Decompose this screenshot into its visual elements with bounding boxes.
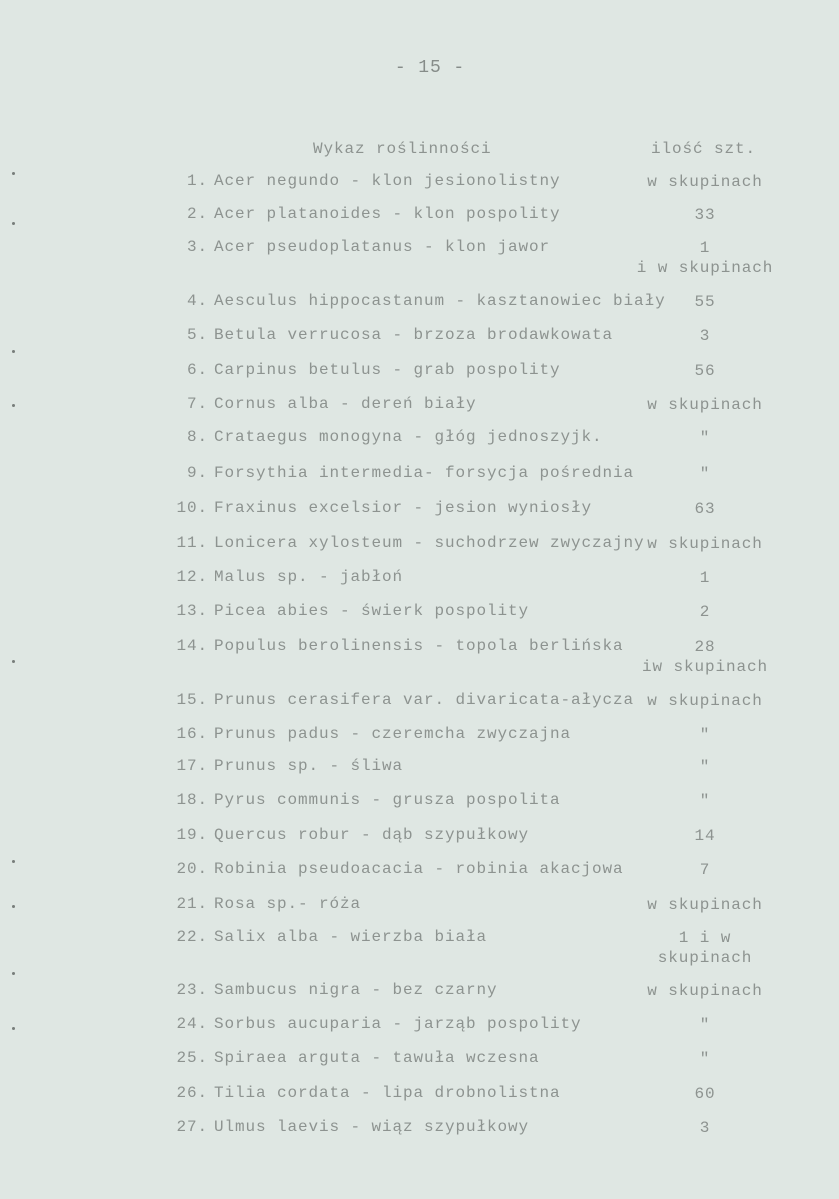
list-item: [0, 691, 839, 711]
quantity-line: 1: [699, 239, 711, 257]
list-item: [0, 326, 839, 346]
quantity-line: iw skupinach: [641, 658, 769, 676]
quantity-line: 1: [699, 569, 711, 587]
quantity: [610, 826, 800, 846]
quantity-line: i w skupinach: [636, 259, 774, 277]
quantity-line: 28: [694, 638, 716, 656]
plant-name: Pyrus communis - grusza pospolita: [214, 791, 561, 809]
item-number: 19.: [176, 826, 208, 844]
quantity: [610, 1049, 800, 1069]
plant-name: Forsythia intermedia- forsycja pośrednia: [214, 464, 635, 482]
plant-name: Prunus sp. - śliwa: [214, 757, 404, 775]
quantity-line: w skupinach: [647, 896, 763, 914]
list-item: [0, 464, 839, 484]
quantity-line: 1 i w: [678, 929, 732, 947]
list-item: [0, 395, 839, 415]
item-number: 2.: [186, 205, 208, 223]
quantity-line: ": [699, 758, 711, 776]
quantity-line: 3: [699, 327, 711, 345]
quantity-line: ": [699, 1016, 711, 1034]
list-item: [0, 238, 839, 277]
quantity-line: w skupinach: [647, 396, 763, 414]
quantity-line: w skupinach: [647, 982, 763, 1000]
plant-name: Acer platanoides - klon pospolity: [214, 205, 561, 223]
margin-mark: [12, 905, 15, 908]
plant-name: Populus berolinensis - topola berlińska: [214, 637, 624, 655]
quantity-line: 60: [694, 1085, 716, 1103]
margin-mark: [12, 860, 15, 863]
quantity-line: ": [699, 429, 711, 447]
quantity: [610, 395, 800, 415]
list-item: [0, 172, 839, 192]
item-number: 1.: [186, 172, 208, 190]
quantity-line: ": [699, 726, 711, 744]
margin-mark: [12, 172, 15, 175]
quantity: [610, 428, 800, 448]
list-item: [0, 499, 839, 519]
list-item: [0, 637, 839, 676]
quantity: [610, 292, 800, 312]
quantity-line: 33: [694, 206, 716, 224]
list-title: Wykaz roślinności: [313, 140, 492, 158]
quantity: [610, 172, 800, 192]
quantity: [610, 205, 800, 225]
item-number: 22.: [176, 928, 208, 946]
item-number: 3.: [186, 238, 208, 256]
quantity-line: ": [699, 1050, 711, 1068]
quantity: [610, 725, 800, 745]
quantity: [610, 757, 800, 777]
quantity-line: 14: [694, 827, 716, 845]
quantity: [610, 895, 800, 915]
list-item: [0, 205, 839, 225]
list-item: [0, 361, 839, 381]
plant-name: Cornus alba - dereń biały: [214, 395, 477, 413]
list-item: [0, 1084, 839, 1104]
plant-name: Tilia cordata - lipa drobnolistna: [214, 1084, 561, 1102]
list-item: [0, 826, 839, 846]
page-number: - 15 -: [394, 58, 466, 78]
quantity: [610, 1015, 800, 1035]
item-number: 16.: [176, 725, 208, 743]
list-item: [0, 895, 839, 915]
item-number: 9.: [186, 464, 208, 482]
item-number: 14.: [176, 637, 208, 655]
list-item: [0, 1049, 839, 1069]
item-number: 5.: [186, 326, 208, 344]
quantity: [610, 1118, 800, 1138]
margin-mark: [12, 972, 15, 975]
quantity: [610, 691, 800, 711]
plant-name: Acer negundo - klon jesionolistny: [214, 172, 561, 190]
margin-mark: [12, 350, 15, 353]
list-item: [0, 568, 839, 588]
list-item: [0, 428, 839, 448]
quantity: [610, 326, 800, 346]
item-number: 13.: [176, 602, 208, 620]
plant-name: Prunus padus - czeremcha zwyczajna: [214, 725, 572, 743]
quantity-line: 3: [699, 1119, 711, 1137]
plant-name: Fraxinus excelsior - jesion wyniosły: [214, 499, 593, 517]
list-item: [0, 725, 839, 745]
quantity: [610, 981, 800, 1001]
plant-name: Sorbus aucuparia - jarząb pospolity: [214, 1015, 582, 1033]
margin-mark: [12, 404, 15, 407]
item-number: 6.: [186, 361, 208, 379]
plant-name: Ulmus laevis - wiąz szypułkowy: [214, 1118, 530, 1136]
item-number: 12.: [176, 568, 208, 586]
quantity-line: skupinach: [657, 949, 753, 967]
item-number: 27.: [176, 1118, 208, 1136]
plant-name: Quercus robur - dąb szypułkowy: [214, 826, 530, 844]
plant-name: Sambucus nigra - bez czarny: [214, 981, 498, 999]
list-item: [0, 1015, 839, 1035]
plant-name: Aesculus hippocastanum - kasztanowiec biały: [214, 292, 666, 310]
item-number: 24.: [176, 1015, 208, 1033]
list-item: [0, 1118, 839, 1138]
item-number: 23.: [176, 981, 208, 999]
item-number: 8.: [186, 428, 208, 446]
list-item: [0, 602, 839, 622]
quantity-line: w skupinach: [647, 173, 763, 191]
quantity: [610, 238, 800, 278]
quantity: [610, 860, 800, 880]
quantity: [610, 499, 800, 519]
quantity: [610, 568, 800, 588]
quantity: [610, 361, 800, 381]
item-number: 11.: [176, 534, 208, 552]
item-number: 15.: [176, 691, 208, 709]
list-item: [0, 981, 839, 1001]
plant-name: Crataegus monogyna - głóg jednoszyjk.: [214, 428, 603, 446]
plant-name: Malus sp. - jabłoń: [214, 568, 404, 586]
quantity-line: w skupinach: [647, 692, 763, 710]
quantity-line: 56: [694, 362, 716, 380]
quantity-line: ": [699, 465, 711, 483]
quantity-line: 63: [694, 500, 716, 518]
plant-name: Picea abies - świerk pospolity: [214, 602, 530, 620]
list-item: [0, 292, 839, 312]
quantity-line: 7: [699, 861, 711, 879]
item-number: 21.: [176, 895, 208, 913]
quantity: [610, 637, 800, 677]
item-number: 26.: [176, 1084, 208, 1102]
plant-name: Spiraea arguta - tawuła wczesna: [214, 1049, 540, 1067]
margin-mark: [12, 1027, 15, 1030]
item-number: 20.: [176, 860, 208, 878]
item-number: 25.: [176, 1049, 208, 1067]
plant-name: Acer pseudoplatanus - klon jawor: [214, 238, 551, 256]
quantity: [610, 928, 800, 968]
plant-name: Lonicera xylosteum - suchodrzew zwyczajny: [214, 534, 645, 552]
quantity-line: 55: [694, 293, 716, 311]
item-number: 18.: [176, 791, 208, 809]
list-item: [0, 757, 839, 777]
plant-name: Betula verrucosa - brzoza brodawkowata: [214, 326, 614, 344]
quantity: [610, 464, 800, 484]
quantity-line: 2: [699, 603, 711, 621]
quantity-line: w skupinach: [647, 535, 763, 553]
quantity-line: ": [699, 792, 711, 810]
margin-mark: [12, 222, 15, 225]
quantity: [610, 534, 800, 554]
plant-name: Salix alba - wierzba biała: [214, 928, 488, 946]
plant-name: Prunus cerasifera var. divaricata-ałycza: [214, 691, 635, 709]
list-item: [0, 534, 839, 554]
item-number: 7.: [186, 395, 208, 413]
list-item: [0, 928, 839, 967]
list-item: [0, 860, 839, 880]
quantity: [610, 602, 800, 622]
list-item: [0, 791, 839, 811]
plant-name: Carpinus betulus - grab pospolity: [214, 361, 561, 379]
quantity-column-header: ilość szt.: [651, 140, 757, 158]
quantity: [610, 791, 800, 811]
item-number: 4.: [186, 292, 208, 310]
quantity: [610, 1084, 800, 1104]
item-number: 10.: [176, 499, 208, 517]
margin-mark: [12, 660, 15, 663]
plant-name: Robinia pseudoacacia - robinia akacjowa: [214, 860, 624, 878]
plant-name: Rosa sp.- róża: [214, 895, 362, 913]
item-number: 17.: [176, 757, 208, 775]
